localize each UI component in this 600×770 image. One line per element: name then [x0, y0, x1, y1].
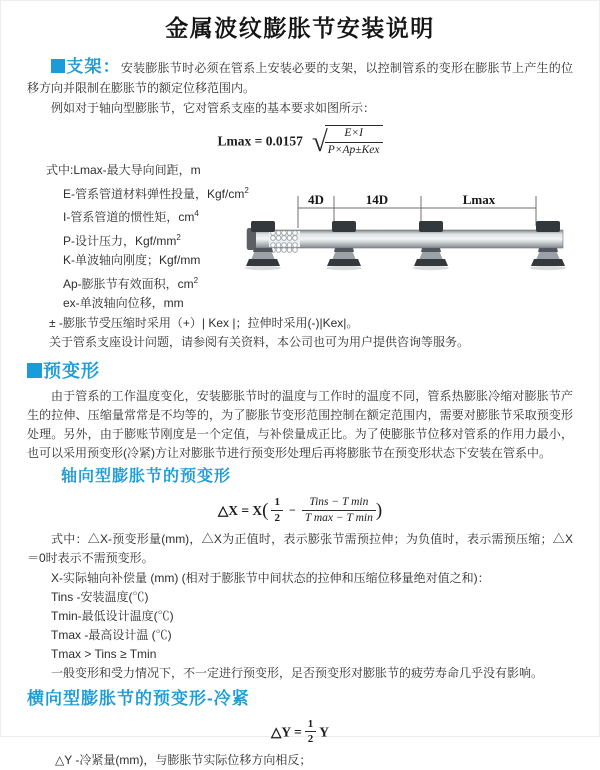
axial-line-tins: Tins -安装温度(℃): [51, 589, 149, 604]
axial-line-tmin: Tmin-最低设计温度(℃): [51, 608, 174, 623]
bellows-section: [269, 231, 300, 253]
axial-formula-lhs: △X = X: [217, 502, 263, 518]
one-half-fraction: $\frac{1}{2}$: [271, 495, 283, 526]
section-bullet-icon: [27, 363, 42, 378]
lmax-fraction-numerator: E×I: [344, 127, 363, 139]
plus-minus-line: ± -膨胀节受压缩时采用（+）| Kex |；拉伸时采用(-)|Kex|。: [49, 315, 359, 330]
axial-formula: [27, 495, 573, 527]
axial-line-note: 一般变形和受力情况下，不一定进行预变形，足否预变形对膨胀节的疲劳寿命几乎没有影响。: [51, 665, 544, 680]
var-line-ex: ex-单波轴向位移，mm: [63, 296, 184, 311]
sqrt-radical: [312, 125, 383, 158]
predeform-heading-text: 预变形: [43, 360, 100, 381]
radical-sign-icon: √: [311, 125, 328, 158]
dim-label-14d: 14D: [365, 192, 389, 208]
predeform-paragraph: 由于管系的工作温度变化，安装膨胀节时的温度与工作时的温度不同，管系热膨胀冷缩对膨胀节产生的拉伸、压缩量常常是不均等的，为了膨胀节变形范围控制在额定范围内，需要对膨胀节采取预变形处理。另外，由于膨账节刚度是一个定值，与补偿量成正比。为了使膨胀节位移对管系的作用力最小，也可以采用预变形(冷紧)方让对膨胀节进行预变形处理后再将膨胀节在预变形状态下安装在管系中。: [27, 388, 573, 460]
example-line: 例如对于轴向型膨胀节，它对管系支座的基本要求如图所示：: [51, 101, 376, 115]
open-paren: (: [262, 499, 269, 521]
axial-line-tmax: Tmax -最高设计温 (℃): [51, 627, 172, 642]
section-bullet-icon: [51, 59, 65, 73]
lmax-formula: [27, 125, 573, 158]
minus-sign: −: [288, 503, 296, 518]
var-line-e: E-管系管道材料弹性投量，Kgf/$cm^2$: [63, 185, 249, 201]
lmax-fraction-denominator: P×Ap±Kex: [325, 142, 383, 159]
vars-intro-line: 式中:Lmax-最大导向间距，m: [46, 163, 201, 178]
lateral-section-heading: 横向型膨胀节的预变形-冷紧: [27, 688, 250, 708]
dim-label-4d: 4D: [308, 192, 324, 208]
temperature-fraction: $\frac{\text{Tins − T min}}{\text{T max − T min}}$: [302, 495, 376, 527]
var-line-ap: Ap-膨胀节有效面积，$cm^2$: [63, 275, 199, 291]
support-paragraph: [27, 57, 573, 98]
variable-definitions: [27, 161, 573, 353]
predeform-section-heading: [27, 359, 573, 385]
axial-line-inequality: Tmax > Tins ≥ Tmin: [51, 646, 157, 661]
support-note-line: 关于管系支座设计问题，请参阅有关资料，本公司也可为用户提供咨询等服务。: [49, 335, 470, 350]
support-section-heading: 支架：: [66, 57, 121, 76]
lateral-formula: [27, 717, 573, 748]
lateral-formula-rhs: Y: [319, 723, 329, 739]
var-line-p: P-设计压力，Kgf/$mm^2$: [63, 232, 181, 248]
axial-section-heading: 轴向型膨胀节的预变形: [61, 467, 232, 485]
close-paren: ): [375, 499, 383, 521]
lmax-fraction: [325, 125, 383, 158]
support-intro-text: 安装膨胀节时必须在管系上安装必要的支架，以控制管系的变形在膨胀节上产生的位移方向并限制在膨胀节的额定位移范围内。: [27, 61, 573, 95]
one-half-fraction: $\frac{1}{2}$: [305, 717, 317, 748]
axial-line-x: X-实际轴向补偿量 (mm) (相对于膨胀节中间状态的拉伸和压缩位移量绝对值之和)：: [51, 570, 490, 585]
lateral-note-line: △Y -冷紧量(mm)，与膨胀节实际位移方向相反；: [55, 753, 312, 768]
var-line-i: I-管系管道的惯性矩，$cm^4$: [63, 209, 199, 225]
axial-explain-paragraph: 式中：△X-预变形量(mm)，△X为正值时，表示膨张节需预拉伸；为负值时，表示需预压缩；△X＝0时表示不需预变形。: [27, 531, 573, 566]
var-line-k: K-单波轴向刚度；Kgf/mm: [63, 253, 201, 268]
pipe-support-diagram: [246, 192, 576, 288]
page-title: 金属波纹膨胀节安装说明: [165, 15, 435, 41]
dim-label-lmax: Lmax: [462, 192, 496, 208]
lateral-formula-lhs: △Y =: [271, 723, 302, 739]
lmax-formula-lhs: Lmax = 0.0157: [217, 133, 303, 149]
